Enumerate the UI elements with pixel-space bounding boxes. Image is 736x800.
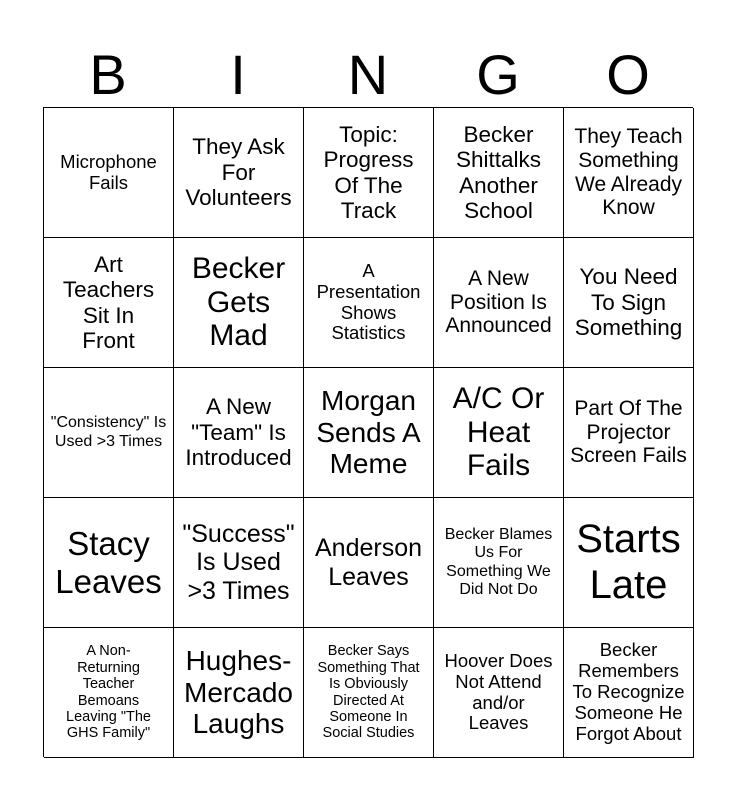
bingo-cell-r1-c4[interactable] [434, 108, 564, 238]
cell-text: Anderson Leaves [314, 534, 423, 591]
cell-text: Topic: Progress Of The Track [323, 121, 414, 223]
bingo-cell-r4-c2[interactable] [174, 498, 304, 628]
cell-text: They Ask For Volunteers [185, 134, 292, 211]
cell-text: A Non-Returning Teacher Bemoans Leaving "The GHS Family" [66, 643, 151, 742]
bingo-cell-r1-c3[interactable] [304, 108, 434, 238]
bingo-cell-r3-c3[interactable] [304, 368, 434, 498]
cell-text: Becker Gets Mad [191, 251, 286, 353]
cell-text: Becker Says Something That Is Obviously Directed At Someone In Social Studies [317, 643, 420, 742]
cell-text: A Presentation Shows Statistics [316, 259, 421, 344]
bingo-cell-r1-c1[interactable] [44, 108, 174, 238]
bingo-cell-r5-c3[interactable] [304, 628, 434, 758]
bingo-header [43, 44, 693, 106]
bingo-cell-r4-c4[interactable] [434, 498, 564, 628]
header-letter-o: O [606, 43, 650, 106]
cell-text: Part Of The Projector Screen Fails [570, 396, 687, 468]
cell-text: Microphone Fails [60, 150, 157, 193]
cell-text: Starts Late [576, 517, 681, 607]
bingo-cell-r2-c4[interactable] [434, 238, 564, 368]
bingo-cell-r2-c2[interactable] [174, 238, 304, 368]
cell-text: Hughes-Mercado Laughs [184, 645, 293, 740]
cell-text: A New Position Is Announced [445, 266, 552, 338]
cell-text: Morgan Sends A Meme [316, 385, 421, 480]
bingo-cell-r4-c3[interactable] [304, 498, 434, 628]
bingo-cell-r5-c1[interactable] [44, 628, 174, 758]
header-letter-g: G [476, 43, 520, 106]
cell-text: Hoover Does Not Attend and/or Leaves [444, 649, 553, 734]
bingo-cell-r3-c2[interactable] [174, 368, 304, 498]
cell-text: Becker Remembers To Recognize Someone He Forgot About [572, 639, 685, 744]
bingo-cell-r1-c2[interactable] [174, 108, 304, 238]
bingo-cell-r4-c5[interactable] [564, 498, 694, 628]
bingo-cell-r4-c1[interactable] [44, 498, 174, 628]
cell-text: "Consistency" Is Used >3 Times [50, 414, 167, 450]
header-letter-i: I [230, 43, 246, 106]
cell-text: Becker Shittalks Another School [455, 121, 542, 223]
bingo-board [43, 107, 693, 757]
cell-text: "Success" Is Used >3 Times [182, 520, 295, 605]
cell-text: They Teach Something We Already Know [574, 125, 683, 220]
bingo-cell-r3-c4[interactable] [434, 368, 564, 498]
bingo-cell-r3-c1[interactable] [44, 368, 174, 498]
bingo-cell-r5-c4[interactable] [434, 628, 564, 758]
bingo-cell-r2-c3[interactable] [304, 238, 434, 368]
cell-text: Stacy Leaves [55, 525, 162, 600]
bingo-cell-r2-c1[interactable] [44, 238, 174, 368]
header-letter-b: B [89, 43, 127, 106]
cell-text: Art Teachers Sit In Front [62, 251, 155, 353]
bingo-cell-r1-c5[interactable] [564, 108, 694, 238]
header-letter-n: N [347, 43, 389, 106]
cell-text: A New "Team" Is Introduced [185, 394, 292, 471]
bingo-cell-r5-c5[interactable] [564, 628, 694, 758]
bingo-cell-r2-c5[interactable] [564, 238, 694, 368]
cell-text: You Need To Sign Something [574, 264, 683, 341]
cell-text: A/C Or Heat Fails [452, 381, 545, 483]
cell-text: Becker Blames Us For Something We Did Not Do [444, 526, 553, 598]
bingo-cell-r3-c5[interactable] [564, 368, 694, 498]
bingo-cell-r5-c2[interactable] [174, 628, 304, 758]
